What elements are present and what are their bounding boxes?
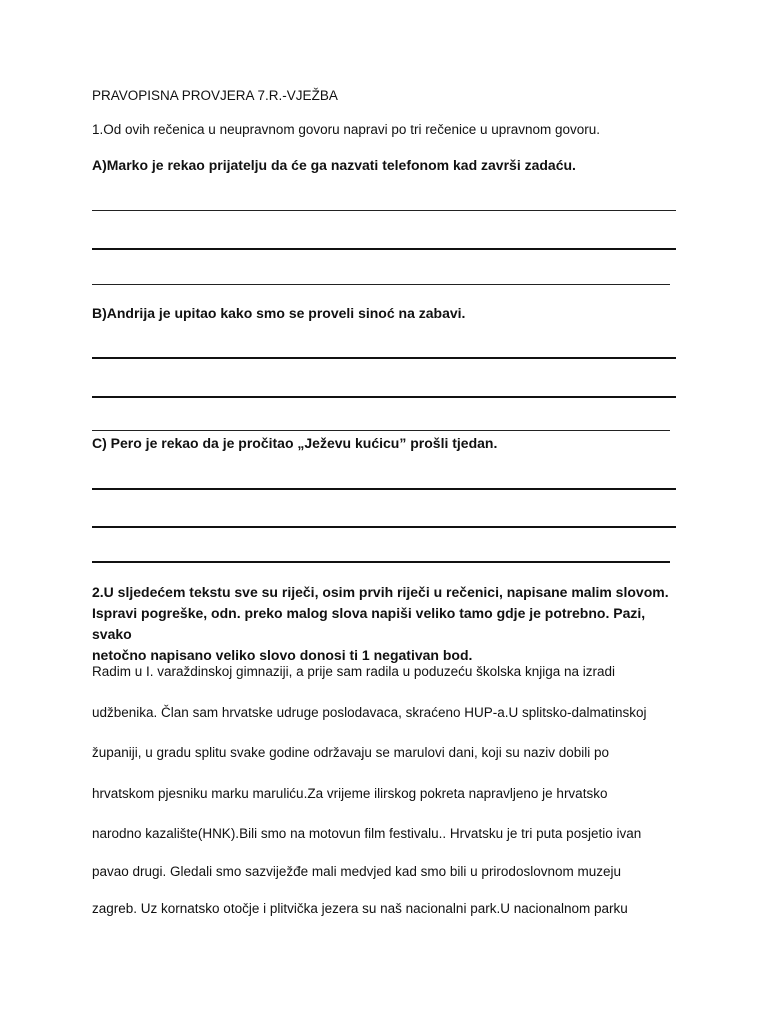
question-a: A)Marko je rekao prijatelju da će ga nazvati telefonom kad završi zadaću. — [92, 157, 576, 173]
document-title: PRAVOPISNA PROVJERA 7.R.-VJEŽBA — [92, 88, 338, 103]
answer-line-a1[interactable] — [92, 210, 676, 211]
text-line: pavao drugi. Gledali smo sazviježđe mali medvjed kad smo bili u prirodoslovnom muzeju — [92, 864, 621, 879]
text-line: narodno kazalište(HNK).Bili smo na motovun film festivalu.. Hrvatsku je tri puta posjetio ivan — [92, 826, 642, 841]
text-line: hrvatskom pjesniku marku maruliću.Za vrijeme ilirskog pokreta napravljeno je hrvatsko — [92, 786, 608, 801]
question-b: B)Andrija je upitao kako smo se proveli sinoć na zabavi. — [92, 305, 466, 321]
task1-instruction: 1.Od ovih rečenica u neupravnom govoru napravi po tri rečenice u upravnom govoru. — [92, 122, 601, 137]
task2-instruction-line: 2.U sljedećem tekstu sve su riječi, osim prvih riječi u rečenici, napisane malim slovom. — [92, 584, 669, 600]
answer-line-c1[interactable] — [92, 488, 676, 490]
answer-line-b2[interactable] — [92, 396, 676, 398]
answer-line-a2[interactable] — [92, 248, 676, 250]
task2-instruction-line: Ispravi pogreške, odn. preko malog slova napiši veliko tamo gdje je potrebno. Pazi, svako — [92, 605, 646, 642]
answer-line-b3[interactable] — [92, 430, 670, 431]
answer-line-b1[interactable] — [92, 357, 676, 359]
text-line: udžbenika. Član sam hrvatske udruge poslodavaca, skraćeno HUP-a.U splitsko-dalmatinskoj — [92, 705, 647, 720]
question-c: C) Pero je rekao da je pročitao „Ježevu kućicu” prošli tjedan. — [92, 435, 498, 451]
answer-line-a3[interactable] — [92, 284, 670, 285]
text-line: Radim u I. varaždinskoj gimnaziji, a prije sam radila u poduzeću školska knjiga na izradi — [92, 664, 615, 679]
text-line: zagreb. Uz kornatsko otočje i plitvička jezera su naš nacionalni park.U nacionalnom parku — [92, 901, 628, 916]
answer-line-c2[interactable] — [92, 526, 676, 528]
answer-line-c3[interactable] — [92, 561, 670, 563]
task2-instruction-line: netočno napisano veliko slovo donosi ti 1 negativan bod. — [92, 647, 473, 663]
task2-instruction — [92, 582, 682, 666]
text-line: županiji, u gradu splitu svake godine održavaju se marulovi dani, koji su naziv dobili po — [92, 745, 610, 760]
